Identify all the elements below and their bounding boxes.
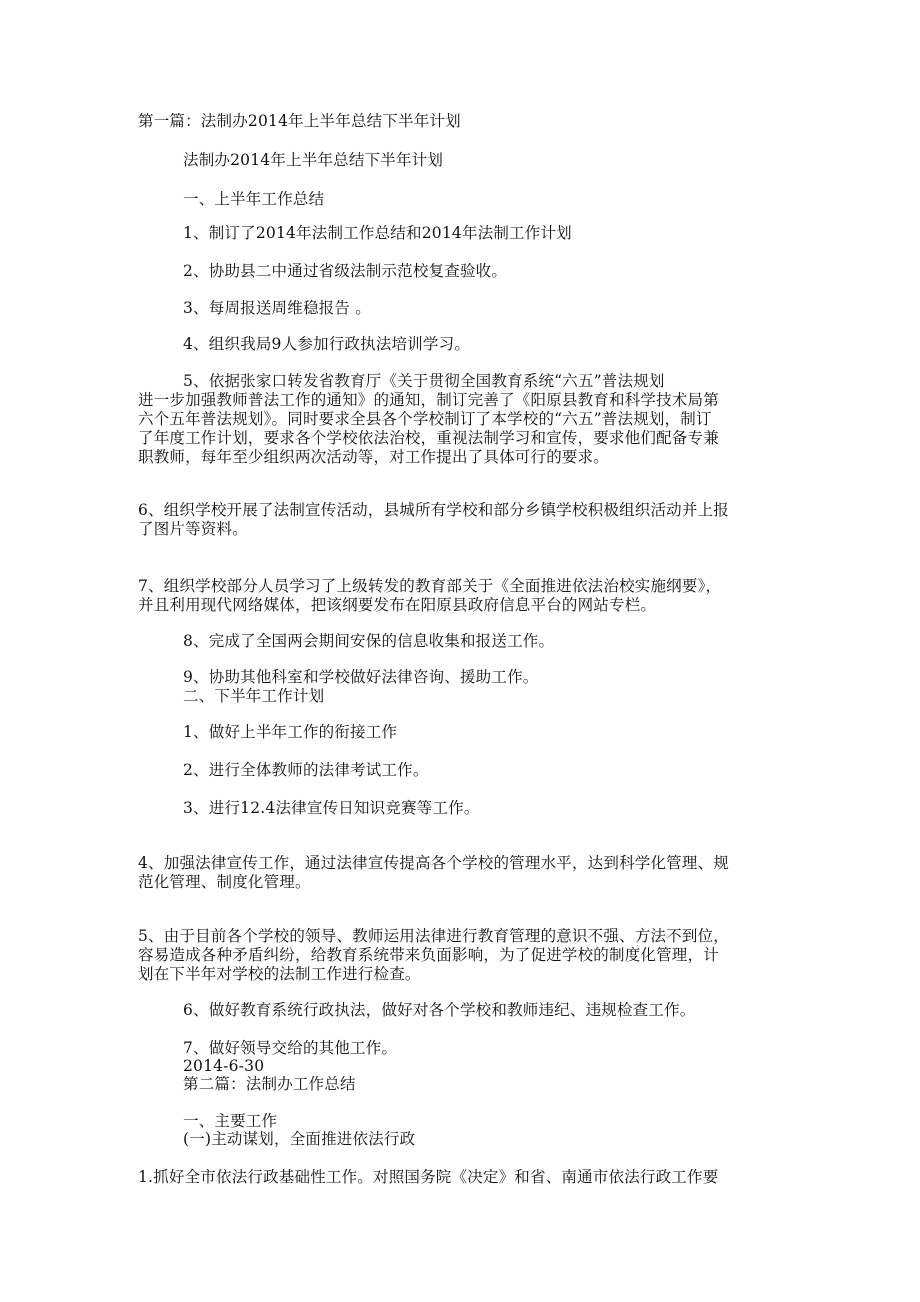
list-item: 3、进行12.4法律宣传日知识竞赛等工作。 (183, 799, 480, 817)
paragraph-line: 划在下半年对学校的法制工作进行检查。 (138, 965, 421, 983)
heading-part-one: 第一篇：法制办2014年上半年总结下半年计划 (138, 112, 461, 130)
paragraph-line: 5、由于目前各个学校的领导、教师运用法律进行教育管理的意识不强、方法不到位， (138, 927, 729, 945)
list-item: 8、完成了全国两会期间安保的信息收集和报送工作。 (183, 632, 555, 650)
paragraph-line: 范化管理、制度化管理。 (138, 873, 311, 891)
list-item: 6、做好教育系统行政执法，做好对各个学校和教师违纪、违规检查工作。 (183, 1001, 696, 1019)
date-line: 2014-6-30 (183, 1057, 265, 1075)
paragraph-line: 进一步加强教师普法工作的通知》的通知，制订完善了《阳原县教育和科学技术局第 (138, 391, 719, 409)
paragraph-line: 容易造成各种矛盾纠纷，给教育系统带来负面影响，为了促进学校的制度化管理，计 (138, 946, 719, 964)
list-item: 3、每周报送周维稳报告 。 (183, 299, 371, 317)
list-item: 1.抓好全市依法行政基础性工作。对照国务院《决定》和省、南通市依法行政工作要 (138, 1168, 719, 1186)
paragraph-line: 6、组织学校开展了法制宣传活动，县城所有学校和部分乡镇学校积极组织活动并上报 (138, 501, 729, 519)
list-item: 9、协助其他科室和学校做好法律咨询、援助工作。 (183, 668, 539, 686)
heading-part-two: 第二篇：法制办工作总结 (183, 1075, 356, 1093)
list-item-6 (138, 501, 778, 539)
plan-item-4 (138, 854, 778, 892)
list-item: 4、组织我局9人参加行政执法培训学习。 (183, 335, 471, 353)
paragraph-line: 六个五年普法规划》。同时要求全县各个学校制订了本学校的“六五”普法规划，制订 (138, 410, 712, 428)
list-item-5 (138, 372, 778, 467)
list-item-7 (138, 577, 778, 615)
list-item: 2、进行全体教师的法律考试工作。 (183, 761, 429, 779)
document-title: 法制办2014年上半年总结下半年计划 (183, 151, 444, 169)
plan-item-5 (138, 927, 778, 984)
section-heading-first-half: 一、上半年工作总结 (183, 190, 325, 208)
subsection-heading: (一)主动谋划，全面推进依法行政 (183, 1130, 416, 1148)
list-item: 7、做好领导交给的其他工作。 (183, 1039, 398, 1057)
paragraph-line: 职教师，每年至少组织两次活动等，对工作提出了具体可行的要求。 (138, 448, 610, 466)
section-heading-main-work: 一、主要工作 (183, 1112, 278, 1130)
paragraph-line: 了图片等资料。 (138, 520, 248, 538)
list-item: 2、协助县二中通过省级法制示范校复查验收。 (183, 262, 508, 280)
paragraph-line: 并且利用现代网络媒体，把该纲要发布在阳原县政府信息平台的网站专栏。 (138, 596, 657, 614)
paragraph-line: 4、加强法律宣传工作，通过法律宣传提高各个学校的管理水平，达到科学化管理、规 (138, 854, 729, 872)
paragraph-line: 了年度工作计划，要求各个学校依法治校，重视法制学习和宣传，要求他们配备专兼 (138, 429, 719, 447)
section-heading-second-half: 二、下半年工作计划 (183, 687, 325, 705)
list-item: 1、制订了2014年法制工作总结和2014年法制工作计划 (183, 224, 572, 242)
list-item: 1、做好上半年工作的衔接工作 (183, 723, 398, 741)
paragraph-line: 7、组织学校部分人员学习了上级转发的教育部关于《全面推进依法治校实施纲要》， (138, 577, 722, 595)
paragraph-line: 5、依据张家口转发省教育厅《关于贯彻全国教育系统“六五”普法规划 (183, 372, 665, 390)
